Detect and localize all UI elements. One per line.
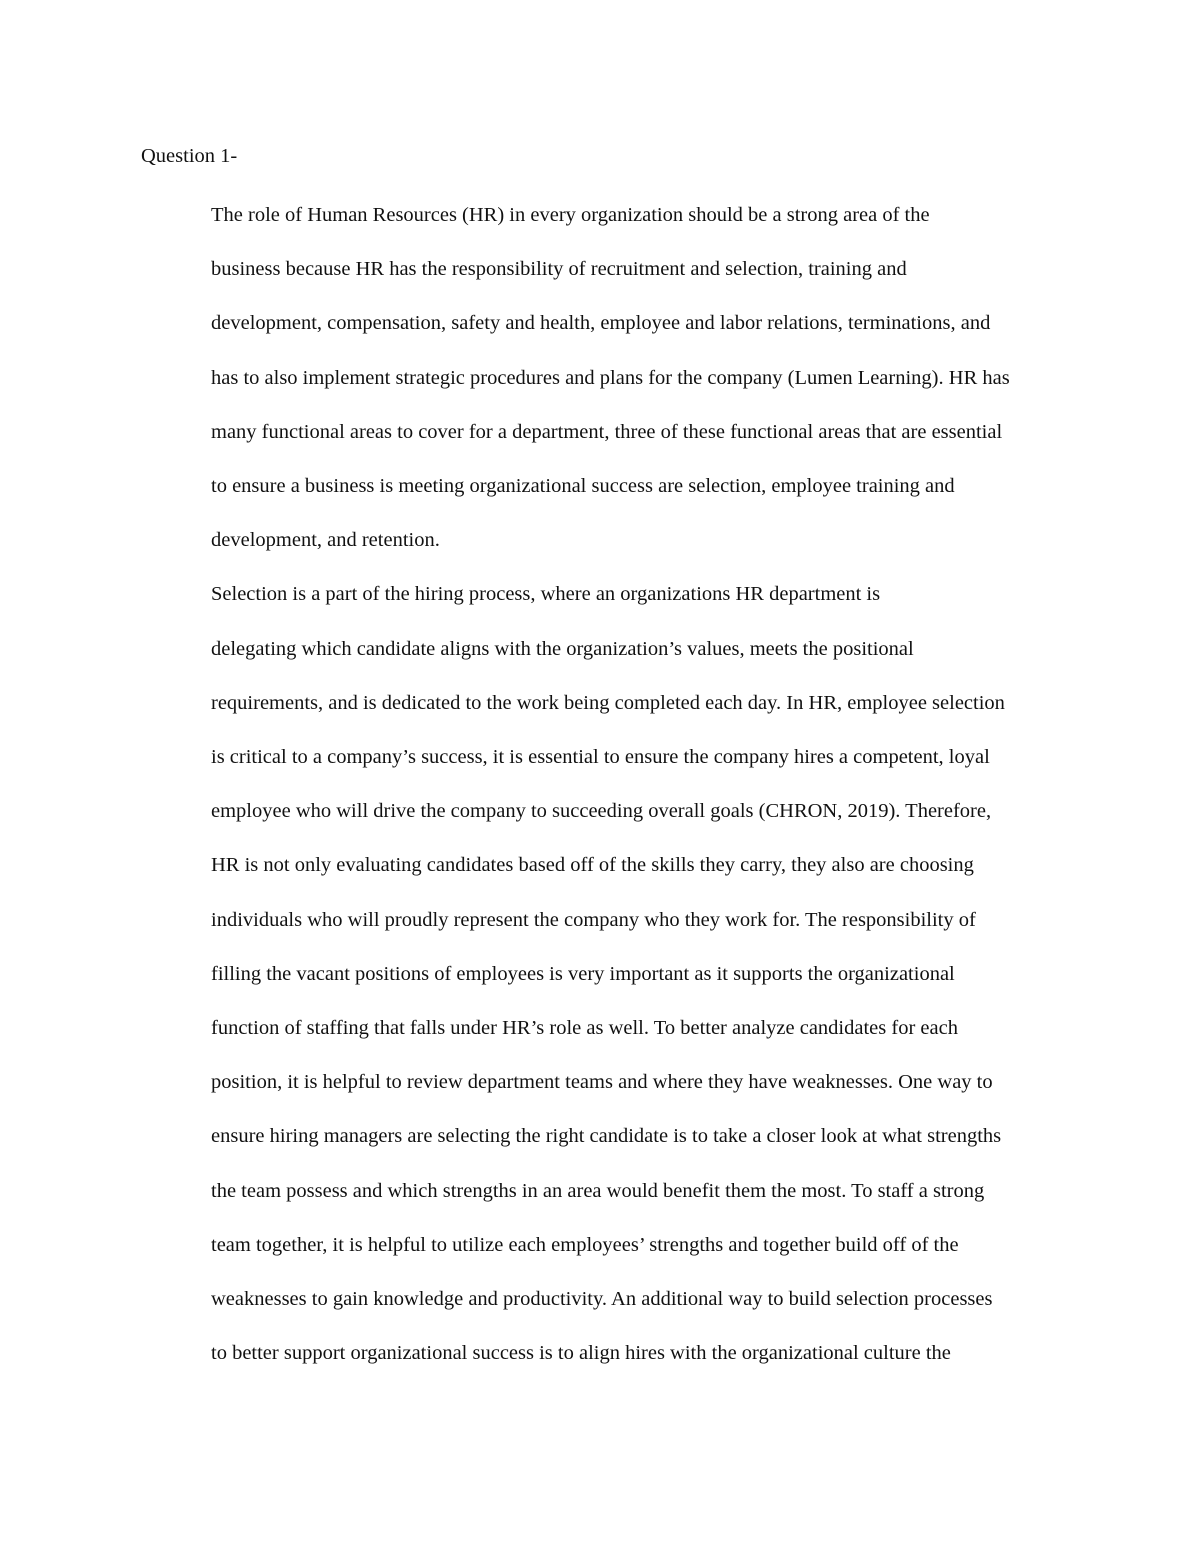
- text-line: Selection is a part of the hiring process, where an organizations HR department is: [211, 583, 881, 606]
- text-line: function of staffing that falls under HR’s role as well. To better analyze candidates for each: [211, 1017, 958, 1040]
- text-line: development, and retention.: [211, 529, 440, 552]
- text-line: ensure hiring managers are selecting the right candidate is to take a closer look at what strengths: [211, 1125, 1002, 1148]
- text-line: to better support organizational success is to align hires with the organizational culture the: [211, 1342, 951, 1365]
- text-line: to ensure a business is meeting organizational success are selection, employee training and: [211, 475, 955, 498]
- text-line: requirements, and is dedicated to the work being completed each day. In HR, employee selection: [211, 691, 1005, 714]
- text-line: is critical to a company’s success, it is essential to ensure the company hires a competent, loyal: [211, 746, 990, 769]
- text-line: has to also implement strategic procedures and plans for the company (Lumen Learning). HR has: [211, 366, 1010, 389]
- text-line: employee who will drive the company to succeeding overall goals (CHRON, 2019). Therefore,: [211, 800, 992, 823]
- text-line: business because HR has the responsibility of recruitment and selection, training and: [211, 258, 907, 281]
- text-line: many functional areas to cover for a department, three of these functional areas that are essential: [211, 420, 1003, 443]
- text-line: team together, it is helpful to utilize each employees’ strengths and together build off of the: [211, 1233, 959, 1256]
- paragraph-hr-role: [141, 188, 1071, 567]
- paragraph-selection: [141, 567, 1071, 1380]
- text-line: position, it is helpful to review department teams and where they have weaknesses. One way to: [211, 1071, 993, 1094]
- text-line: development, compensation, safety and health, employee and labor relations, terminations, and: [211, 312, 991, 335]
- text-line: the team possess and which strengths in an area would benefit them the most. To staff a strong: [211, 1179, 985, 1202]
- text-line: The role of Human Resources (HR) in every organization should be a strong area of the: [211, 204, 930, 226]
- text-line: weaknesses to gain knowledge and productivity. An additional way to build selection processes: [211, 1288, 993, 1311]
- question-heading: Question 1-: [141, 145, 238, 167]
- text-line: individuals who will proudly represent the company who they work for. The responsibility of: [211, 908, 976, 931]
- text-line: HR is not only evaluating candidates based off of the skills they carry, they also are choosing: [211, 854, 974, 877]
- document-body: [141, 134, 1071, 1380]
- text-line: delegating which candidate aligns with the organization’s values, meets the positional: [211, 637, 914, 660]
- text-line: filling the vacant positions of employees is very important as it supports the organizational: [211, 962, 955, 985]
